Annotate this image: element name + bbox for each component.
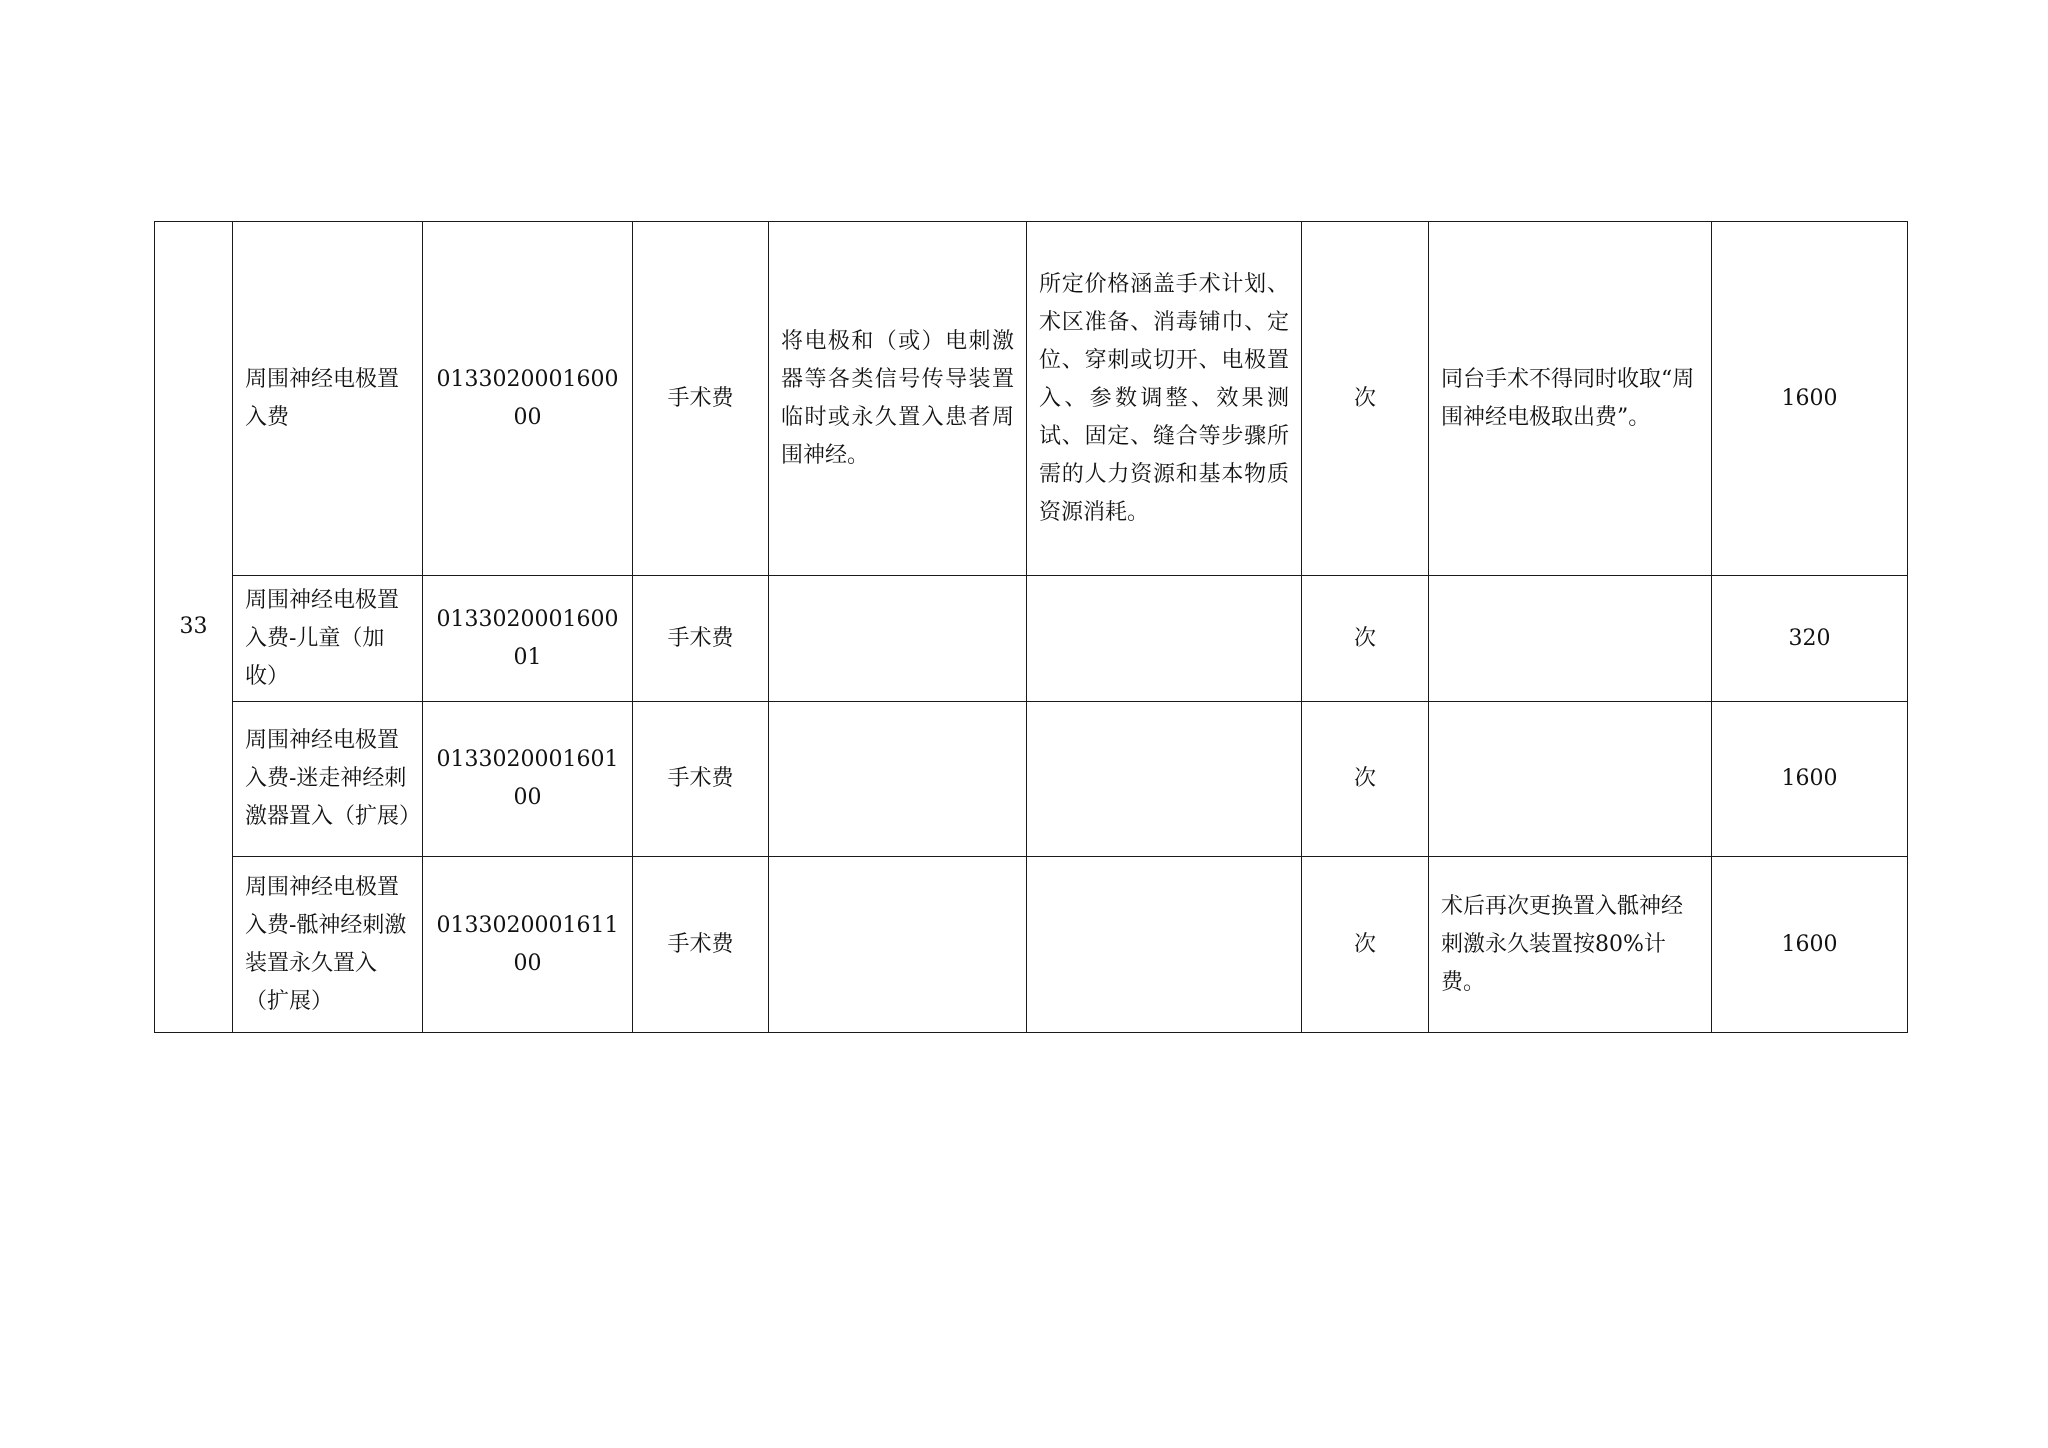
- price-cell: 320: [1712, 576, 1908, 702]
- item-connotation-cell: [769, 702, 1027, 857]
- table-row: [155, 702, 1908, 857]
- unit-cell: 次: [1302, 576, 1429, 702]
- item-code-cell: 013302000160100: [423, 702, 633, 857]
- table-row: [155, 222, 1908, 576]
- price-content-cell: [1027, 702, 1302, 857]
- item-connotation-cell: 将电极和（或）电刺激器等各类信号传导装置临时或永久置入患者周围神经。: [769, 222, 1027, 576]
- item-code-cell: 013302000161100: [423, 857, 633, 1033]
- price-cell: 1600: [1712, 857, 1908, 1033]
- item-name-cell: 周围神经电极置入费: [233, 222, 423, 576]
- fee-category-cell: 手术费: [633, 222, 769, 576]
- item-connotation-cell: [769, 857, 1027, 1033]
- fee-category-cell: 手术费: [633, 702, 769, 857]
- group-number-cell: 33: [155, 222, 233, 1033]
- price-content-cell: [1027, 857, 1302, 1033]
- note-cell: [1429, 576, 1712, 702]
- item-code-cell: 013302000160001: [423, 576, 633, 702]
- unit-cell: 次: [1302, 222, 1429, 576]
- price-content-cell: 所定价格涵盖手术计划、术区准备、消毒铺巾、定位、穿刺或切开、电极置入、参数调整、效果测试、固定、缝合等步骤所需的人力资源和基本物质资源消耗。: [1027, 222, 1302, 576]
- unit-cell: 次: [1302, 857, 1429, 1033]
- price-content-cell: [1027, 576, 1302, 702]
- price-cell: 1600: [1712, 702, 1908, 857]
- item-name-cell: 周围神经电极置入费-儿童（加收）: [233, 576, 423, 702]
- fee-category-cell: 手术费: [633, 857, 769, 1033]
- note-cell: 同台手术不得同时收取“周围神经电极取出费”。: [1429, 222, 1712, 576]
- item-name-cell: 周围神经电极置入费-迷走神经刺激器置入（扩展）: [233, 702, 423, 857]
- fee-category-cell: 手术费: [633, 576, 769, 702]
- item-name-cell: 周围神经电极置入费-骶神经刺激装置永久置入（扩展）: [233, 857, 423, 1033]
- price-table: [154, 221, 1908, 1033]
- item-connotation-cell: [769, 576, 1027, 702]
- unit-cell: 次: [1302, 702, 1429, 857]
- price-cell: 1600: [1712, 222, 1908, 576]
- item-code-cell: 013302000160000: [423, 222, 633, 576]
- table-row: [155, 857, 1908, 1033]
- table-row: [155, 576, 1908, 702]
- note-cell: 术后再次更换置入骶神经刺激永久装置按80%计费。: [1429, 857, 1712, 1033]
- note-cell: [1429, 702, 1712, 857]
